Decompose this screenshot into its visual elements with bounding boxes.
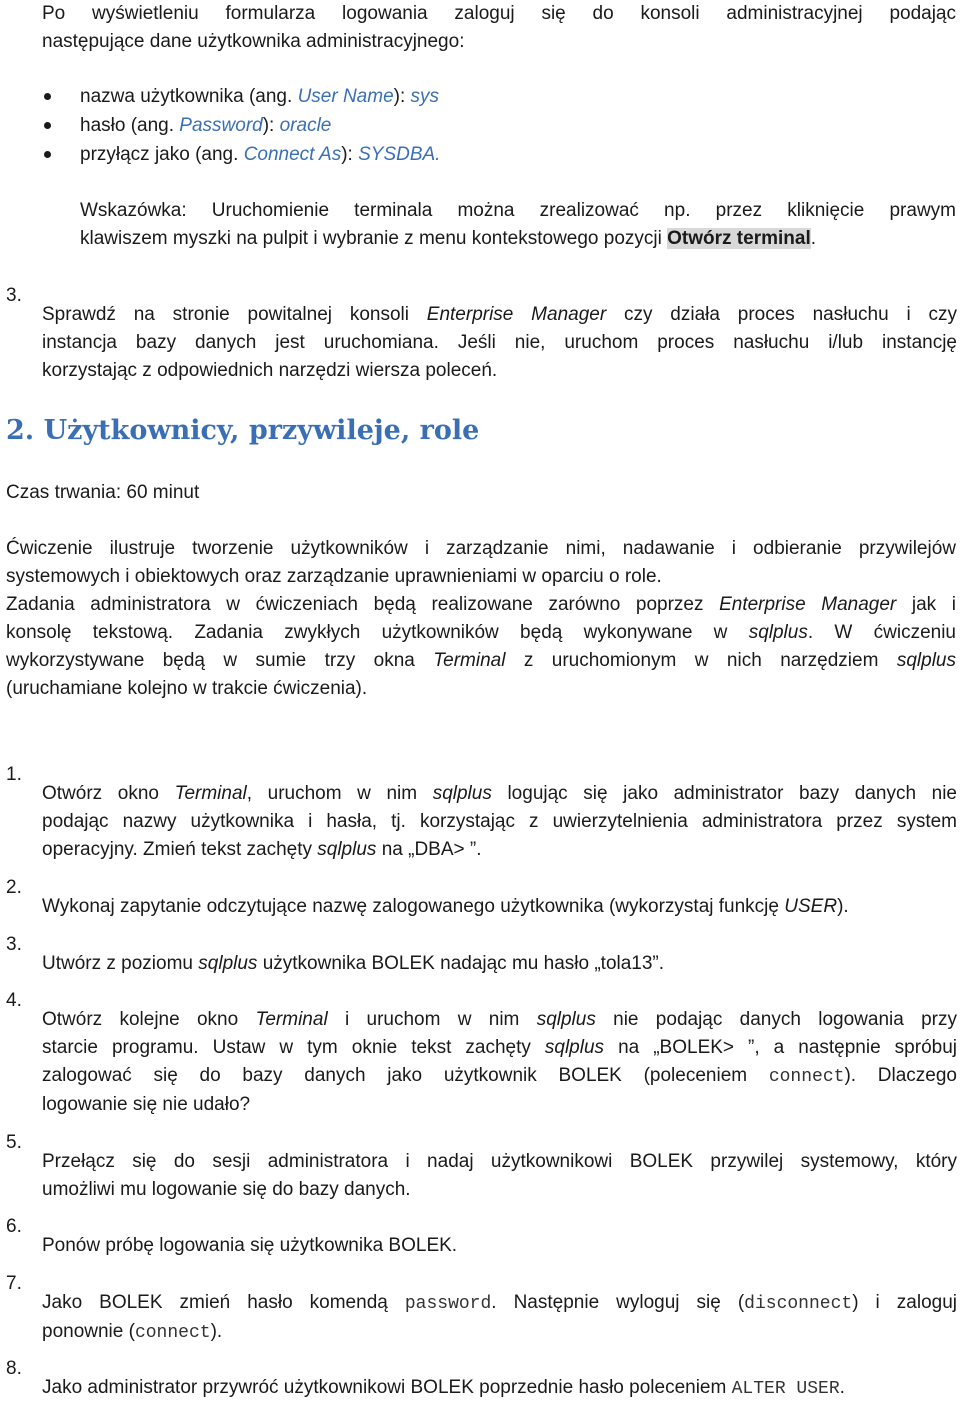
task-number: 7. xyxy=(6,1273,22,1294)
intro-paragraph xyxy=(42,0,956,56)
intro-line: następujące dane użytkownika administracyjnego: xyxy=(42,31,465,52)
bullet-icon xyxy=(44,93,51,100)
task-2: Wykonaj zapytanie odczytujące nazwę zalogowanego użytkownika (wykorzystaj funkcję USER). xyxy=(42,896,849,917)
list-item: przyłącz jako (ang. Connect As): SYSDBA. xyxy=(0,140,960,169)
task-number: 3. xyxy=(6,934,22,955)
task-3: Utwórz z poziomu sqlplus użytkownika BOLEK nadając mu hasło „tola13”. xyxy=(42,953,665,974)
task-number: 4. xyxy=(6,990,22,1011)
task-number: 5. xyxy=(6,1132,22,1153)
hint-paragraph xyxy=(80,197,956,253)
task-8: Jako administrator przywróć użytkownikowi BOLEK poprzednie hasło poleceniem ALTER USER. xyxy=(42,1377,845,1399)
menu-item-highlight: Otwórz terminal xyxy=(667,228,811,249)
bullet-icon xyxy=(44,151,51,158)
task-7: Jako BOLEK zmień hasło komendą password. Następnie wyloguj się (disconnect) i zaloguj ponownie (connect). xyxy=(42,1292,957,1343)
task-1: Otwórz okno Terminal, uruchom w nim sqlplus logując się jako administrator bazy danych nie podając nazwy użytkownika i hasła, tj. korzystając z uwierzytelnienia administratora przez system operacyjny. Zmień tekst zachęty sqlplus na „DBA> ”. xyxy=(42,783,957,860)
task-number: 1. xyxy=(6,764,22,785)
step-number: 3. xyxy=(6,285,22,306)
section-description: Ćwiczenie ilustruje tworzenie użytkowników i zarządzanie nimi, nadawanie i odbieranie przywilejów systemowych i obiektowych oraz zarządzanie uprawnieniami w oparciu o role. Zadania administratora w ćwiczeniach będą realizowane zarówno poprzez Enterprise Manager jak i konsolę tekstową. Zadania zwykłych użytkowników będą wykonywane w sqlplus. W ćwiczeniu wykorzystywane będą w sumie trzy okna Terminal z uruchomionym w nich narzędziem sqlplus (uruchamiane kolejno w trakcie ćwiczenia). xyxy=(6,538,956,699)
task-4: Otwórz kolejne okno Terminal i uruchom w nim sqlplus nie podając danych logowania przy starcie programu. Ustaw w tym oknie tekst zachęty sqlplus na „BOLEK> ”, a następnie spróbuj zalogować się do bazy danych jako użytkownik BOLEK (poleceniem connect). Dlaczego logowanie się nie udało? xyxy=(42,1009,958,1115)
bullet-icon xyxy=(44,122,51,129)
duration-text: Czas trwania: 60 minut xyxy=(6,482,200,503)
intro-line: Po wyświetleniu formularza logowania zaloguj się do konsoli administracyjnej podając xyxy=(42,3,956,24)
task-6: Ponów próbę logowania się użytkownika BOLEK. xyxy=(42,1235,458,1256)
list-item: hasło (ang. Password): oracle xyxy=(0,111,960,140)
step3-paragraph: Sprawdź na stronie powitalnej konsoli Enterprise Manager czy działa proces nasłuchu i czy instancja bazy danych jest uruchomiana. Jeśli nie, uruchom proces nasłuchu i/lub instancję korzystając z odpowiednich narzędzi wiersza poleceń. xyxy=(42,304,957,381)
section-title: 2. Użytkownicy, przywileje, role xyxy=(6,415,480,446)
hint-line: klawiszem myszki na pulpit i wybranie z menu kontekstowego pozycji Otwórz terminal. xyxy=(80,228,816,249)
list-item: nazwa użytkownika (ang. User Name): sys xyxy=(0,82,960,111)
hint-line: Wskazówka: Uruchomienie terminala można zrealizować np. przez kliknięcie prawym xyxy=(80,200,956,221)
task-number: 8. xyxy=(6,1358,22,1379)
task-5: Przełącz się do sesji administratora i nadaj użytkownikowi BOLEK przywilej systemowy, który umożliwi mu logowanie się do bazy danych. xyxy=(42,1151,957,1200)
task-number: 2. xyxy=(6,877,22,898)
task-number: 6. xyxy=(6,1216,22,1237)
login-data-list xyxy=(0,82,960,169)
